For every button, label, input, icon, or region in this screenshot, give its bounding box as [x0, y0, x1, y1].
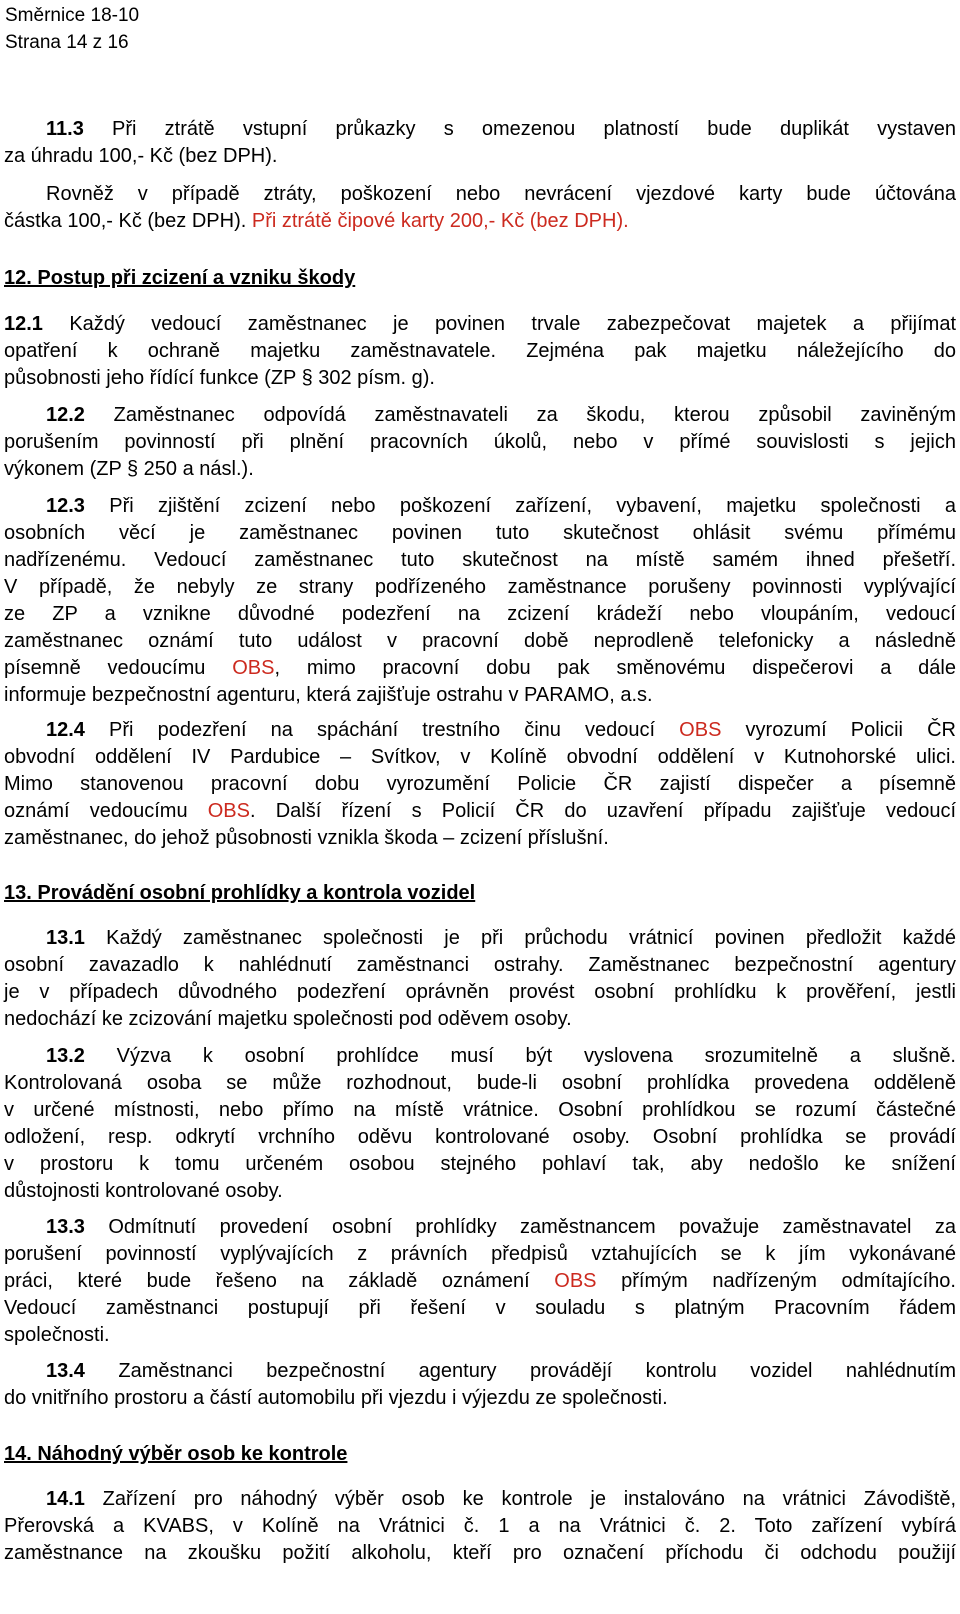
section-heading-12: 12. Postup při zcizení a vzniku škody — [4, 267, 356, 289]
paragraph-12-1: 12.1 Každý vedoucí zaměstnanec je povinen trvale zabezpečovat majetek a přijímat opatření k ochraně majetku zaměstnavatele. Zejména pak majetku náležejícího do působnosti jeho řídící funkce (ZP § 302 písm. g). — [4, 313, 956, 389]
paragraph-12-4: 12.4 Při podezření na spáchání trestního činu vedoucí OBS vyrozumí Policii ČR obvodní oddělení IV Pardubice – Svítkov, v Kolíně obvodní oddělení v Kutnohorské ulici. Mimo stanovenou pracovní dobu vyrozumění Policie ČR zajistí dispečer a písemně oznámí vedoucímu OBS. Další řízení s Policií ČR do uzavření případu zajišťuje vedoucí zaměstnanec, do jehož působnosti vznikla škoda – zcizení příslušní. — [4, 719, 957, 849]
section-number: 13.1 — [46, 927, 85, 949]
section-number: 12.3 — [46, 495, 85, 517]
section-number: 12.2 — [46, 404, 85, 426]
paragraph-13-3: 13.3 Odmítnutí provedení osobní prohlídky zaměstnancem považuje zaměstnavatel za porušení povinností vyplývajících z právních předpisů vztahujících se k jím vykonávané práci, které bude řešeno na základě oznámení OBS přímým nadřízeným odmítajícího. Vedoucí zaměstnanci postupují při řešení v souladu s platným Pracovním řádem společnosti. — [4, 1216, 956, 1346]
section-heading-13: 13. Provádění osobní prohlídky a kontrola vozidel — [4, 882, 476, 904]
paragraph-12-2: 12.2 Zaměstnanec odpovídá zaměstnavateli za škodu, kterou způsobil zaviněným porušením povinností při plnění pracovních úkolů, nebo v přímé souvislosti s jejich výkonem (ZP § 250 a násl.). — [4, 404, 956, 480]
section-number: 13.3 — [46, 1216, 85, 1238]
page-header — [5, 2, 139, 56]
directive-number: Směrnice 18-10 — [5, 5, 140, 26]
section-number: 12.4 — [46, 719, 85, 741]
section-number: 11.3 — [46, 118, 84, 140]
section-number: 13.2 — [46, 1045, 85, 1067]
section-heading-14: 14. Náhodný výběr osob ke kontrole — [4, 1443, 348, 1465]
page-number: Strana 14 z 16 — [5, 32, 129, 53]
highlighted-text: Při ztrátě čipové karty 200,- Kč (bez DPH). — [251, 210, 629, 232]
section-number: 12.1 — [4, 313, 43, 335]
paragraph-11-3-card: Rovněž v případě ztráty, poškození nebo nevrácení vjezdové karty bude účtována částka 100,- Kč (bez DPH). Při ztrátě čipové karty 200,- Kč (bez DPH). — [4, 183, 956, 232]
section-number: 14.1 — [46, 1488, 85, 1510]
section-number: 13.4 — [46, 1360, 85, 1382]
highlighted-text: OBS — [679, 719, 722, 741]
highlighted-text: OBS — [207, 800, 250, 822]
paragraph-13-4: 13.4 Zaměstnanci bezpečnostní agentury provádějí kontrolu vozidel nahlédnutím do vnitřního prostoru a částí automobilu při vjezdu i výjezdu ze společnosti. — [4, 1360, 956, 1409]
paragraph-14-1: 14.1 Zařízení pro náhodný výběr osob ke kontrole je instalováno na vrátnici Závodiště, Přerovská a KVABS, v Kolíně na Vrátnici č. 1 a na Vrátnici č. 2. Toto zařízení vybírá zaměstnance na zkoušku požití alkoholu, kteří pro označení příchodu či odchodu použijí — [4, 1488, 956, 1564]
paragraph-12-3: 12.3 Při zjištění zcizení nebo poškození zařízení, vybavení, majetku společnosti a osobních věcí je zaměstnanec povinen tuto skutečnost ohlásit svému přímému nadřízenému. Vedoucí zaměstnanec tuto skutečnost na místě samém ihned přešetří. V případě, že nebyly ze strany podřízeného zaměstnance porušeny povinnosti vyplývající ze ZP a vznikne důvodné podezření na zcizení krádeží nebo vloupáním, vedoucí zaměstnanec oznámí tuto událost v pracovní době neprodleně telefonicky a následně písemně vedoucímu OBS, mimo pracovní dobu pak směnovému dispečerovi a dále informuje bezpečnostní agenturu, která zajišťuje ostrahu v PARAMO, a.s. — [4, 495, 956, 706]
highlighted-text: OBS — [232, 657, 275, 679]
paragraph-13-1: 13.1 Každý zaměstnanec společnosti je při průchodu vrátnicí povinen předložit každé osobní zavazadlo k nahlédnutí zaměstnanci ostrahy. Zaměstnanec bezpečnostní agentury je v případech důvodného podezření oprávněn provést osobní prohlídku k prověření, jestli nedochází ke zcizování majetku společnosti pod oděvem osoby. — [4, 927, 956, 1030]
paragraph-11-3: 11.3 Při ztrátě vstupní průkazky s omezenou platností bude duplikát vystaven za úhradu 100,- Kč (bez DPH). — [4, 118, 956, 167]
highlighted-text: OBS — [554, 1270, 597, 1292]
paragraph-13-2: 13.2 Výzva k osobní prohlídce musí být vyslovena srozumitelně a slušně. Kontrolovaná osoba se může rozhodnout, bude-li osobní prohlídka provedena odděleně v určené místnosti, nebo přímo na místě vrátnice. Osobní prohlídkou se rozumí částečné odložení, resp. odkrytí vrchního oděvu kontrolované osoby. Osobní prohlídka se provádí v prostoru k tomu určeném osobou stejného pohlaví tak, aby nedošlo ke snížení důstojnosti kontrolované osoby. — [4, 1045, 956, 1202]
